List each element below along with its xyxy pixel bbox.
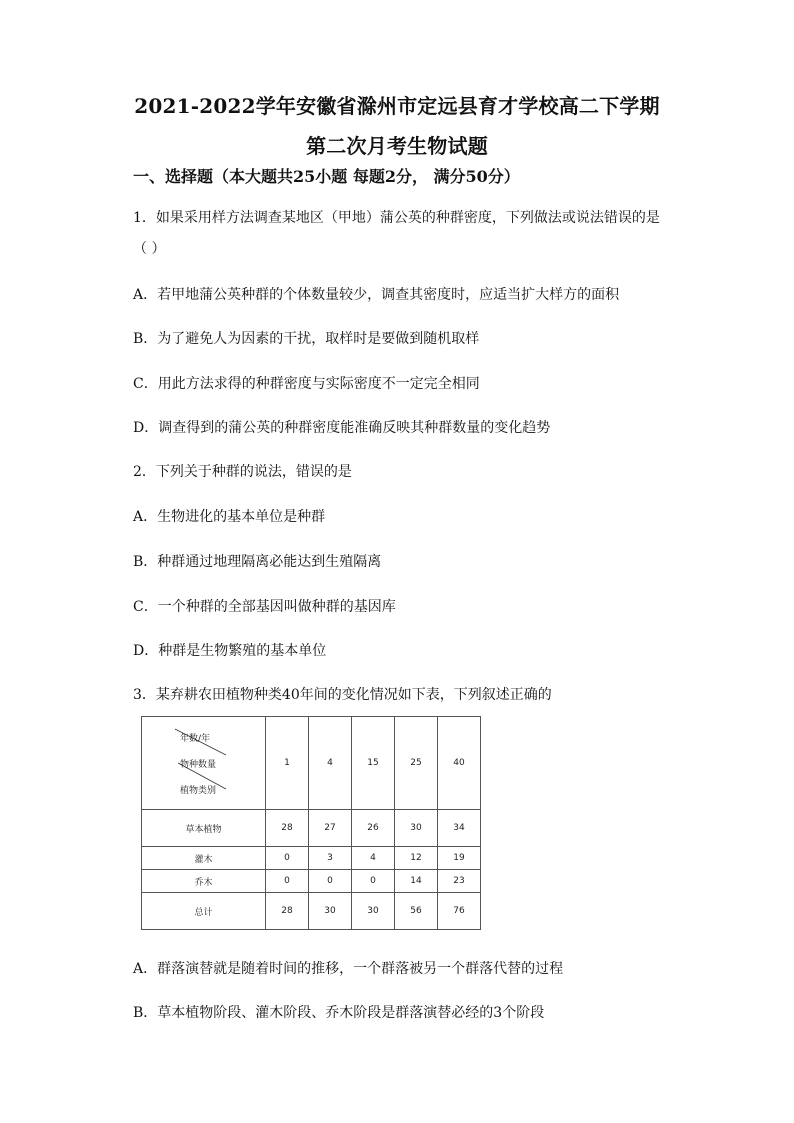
table-cell: 14: [395, 870, 438, 893]
table-row: [142, 870, 481, 893]
year-header-cell: 1: [266, 717, 309, 810]
table-header-row: [142, 717, 481, 810]
question-2-option-b: B．种群通过地理隔离必能达到生殖隔离: [133, 554, 382, 570]
table-cell: 23: [438, 870, 481, 893]
question-1-option-c: C．用此方法求得的种群密度与实际密度不一定完全相同: [133, 376, 480, 392]
table-cell: 19: [438, 847, 481, 870]
year-header-cell: 4: [309, 717, 352, 810]
question-2-option-c: C．一个种群的全部基因叫做种群的基因库: [133, 599, 396, 615]
question-3-stem: 3．某弃耕农田植物种类40年间的变化情况如下表，下列叙述正确的: [133, 687, 552, 703]
exam-title-line2: 第二次月考生物试题: [306, 134, 488, 158]
plant-species-table: [141, 716, 481, 930]
table-cell: 0: [352, 870, 395, 893]
table-cell: 30: [395, 810, 438, 847]
table-cell: 28: [266, 893, 309, 930]
question-1-blank: （ ）: [133, 241, 166, 257]
question-2-stem: 2．下列关于种群的说法，错误的是: [133, 464, 352, 480]
table-cell: 0: [309, 870, 352, 893]
row-label: 草本植物: [142, 810, 266, 847]
header-species-label: 物种数量: [180, 760, 217, 770]
table-cell: 12: [395, 847, 438, 870]
row-label: 乔木: [142, 870, 266, 893]
question-1-stem: 1．如果采用样方法调查某地区（甲地）蒲公英的种群密度，下列做法或说法错误的是: [133, 210, 660, 226]
header-year-label: 年数/年: [180, 734, 211, 744]
table-cell: 28: [266, 810, 309, 847]
table-row: [142, 810, 481, 847]
question-1-option-b: B．为了避免人为因素的干扰，取样时是要做到随机取样: [133, 331, 480, 347]
table-row: [142, 893, 481, 930]
year-header-cell: 15: [352, 717, 395, 810]
year-header-cell: 25: [395, 717, 438, 810]
table-cell: 0: [266, 870, 309, 893]
question-1-option-d: D．调查得到的蒲公英的种群密度能准确反映其种群数量的变化趋势: [133, 420, 551, 436]
question-3-option-a: A．群落演替就是随着时间的推移，一个群落被另一个群落代替的过程: [133, 961, 564, 977]
year-header-cell: 40: [438, 717, 481, 810]
question-2-option-a: A．生物进化的基本单位是种群: [133, 509, 326, 525]
header-type-label: 植物类别: [180, 786, 217, 796]
table-corner-header: [142, 717, 266, 810]
table-cell: 3: [309, 847, 352, 870]
question-3-option-b: B．草本植物阶段、灌木阶段、乔木阶段是群落演替必经的3个阶段: [133, 1005, 545, 1021]
table-cell: 26: [352, 810, 395, 847]
table-cell: 30: [309, 893, 352, 930]
question-1-option-a: A．若甲地蒲公英种群的个体数量较少，调查其密度时，应适当扩大样方的面积: [133, 287, 620, 303]
row-label: 总计: [142, 893, 266, 930]
table-cell: 56: [395, 893, 438, 930]
table-cell: 4: [352, 847, 395, 870]
exam-title-line1: 2021-2022学年安徽省滁州市定远县育才学校高二下学期: [134, 94, 660, 118]
table-cell: 76: [438, 893, 481, 930]
table-cell: 34: [438, 810, 481, 847]
question-2-option-d: D．种群是生物繁殖的基本单位: [133, 643, 327, 659]
section-heading: 一、选择题（本大题共25小题 每题2分， 满分50分）: [133, 167, 520, 186]
row-label: 灌木: [142, 847, 266, 870]
table-cell: 27: [309, 810, 352, 847]
table-row: [142, 847, 481, 870]
table-cell: 0: [266, 847, 309, 870]
table-cell: 30: [352, 893, 395, 930]
